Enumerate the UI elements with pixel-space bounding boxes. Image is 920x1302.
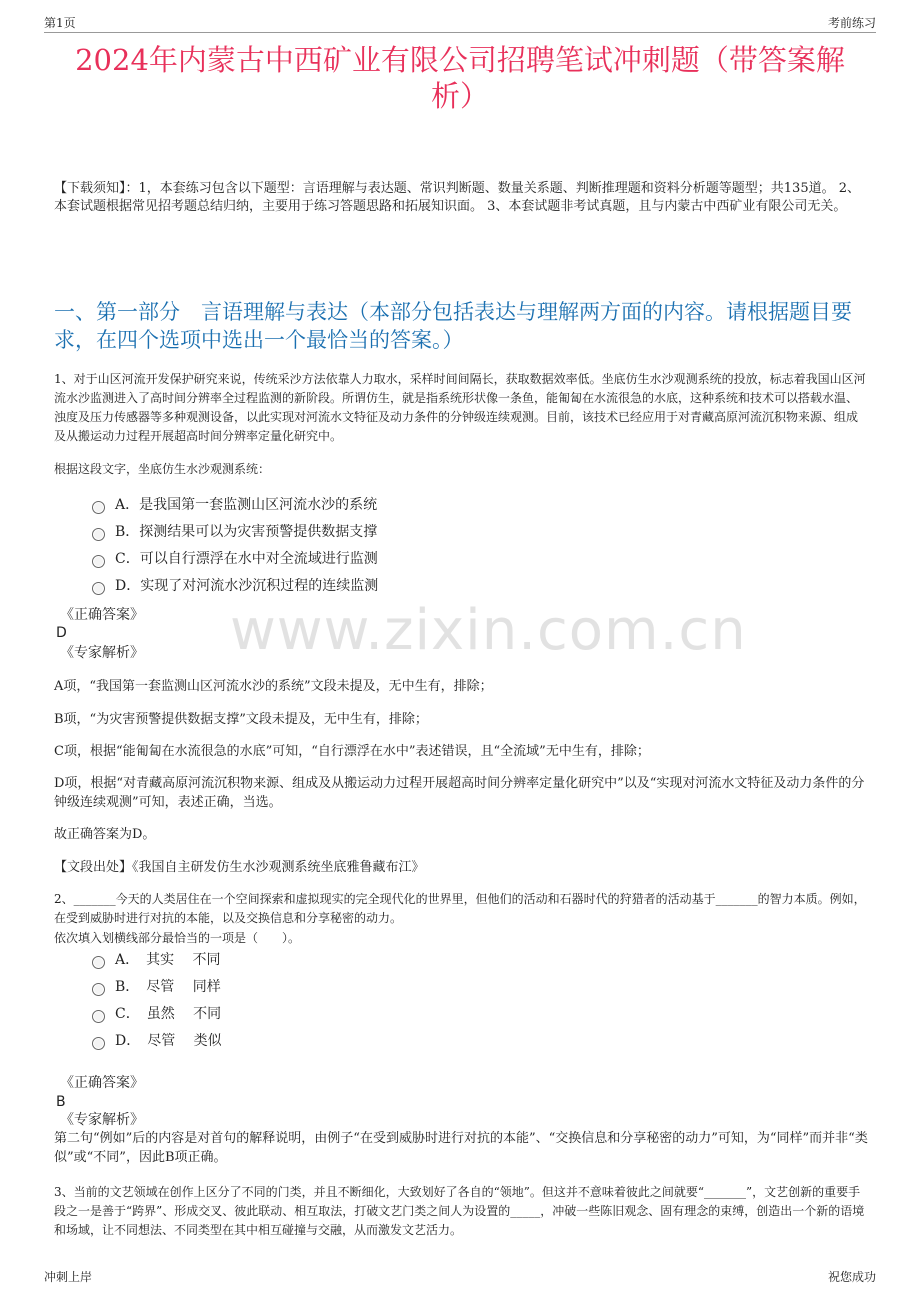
q1-analysis-label: 《专家解析》 bbox=[60, 645, 144, 661]
radio-icon[interactable] bbox=[92, 983, 105, 996]
page-number: 第1页 bbox=[44, 16, 76, 30]
q2-answer-label: 《正确答案》 bbox=[60, 1075, 144, 1091]
q2-option-c[interactable]: C． 虽然 不同 bbox=[92, 1004, 221, 1024]
question-1-text: 1、对于山区河流开发保护研究来说，传统采沙方法依靠人力取水，采样时间间隔长，获取数据效率低。坐底仿生水沙观测系统的投放，标志着我国山区河流水沙监测进入了高时间分辨率全过程监测的新阶段。所谓仿生，就是指系统形状像一条鱼，能匍匐在水流很急的水底，这种系统和技术可以搭载水温、浊度及压力传感器等多种观测设备，以此实现对河流水文特征及动力条件的分钟级连续观测。目前，该技术已经应用于对青藏高原河流沉积物来源、组成及从搬运动力过程开展超高时间分辨率定量化研究中。 bbox=[54, 372, 866, 443]
q1-option-d[interactable]: D．实现了对河流水沙沉积过程的连续监测 bbox=[92, 576, 378, 596]
q1-answer: D bbox=[56, 625, 67, 641]
q1-option-a[interactable]: A．是我国第一套监测山区河流水沙的系统 bbox=[92, 495, 377, 515]
q1-option-b[interactable]: B．探测结果可以为灾害预警提供数据支撑 bbox=[92, 522, 377, 542]
radio-icon[interactable] bbox=[92, 501, 105, 514]
header-label: 考前练习 bbox=[827, 16, 876, 30]
q2-analysis-label: 《专家解析》 bbox=[60, 1112, 144, 1128]
page-header bbox=[44, 12, 876, 33]
radio-icon[interactable] bbox=[92, 555, 105, 568]
section-heading: 一、第一部分 言语理解与表达（本部分包括表达与理解两方面的内容。请根据题目要求，在四个选项中选出一个最恰当的答案。） bbox=[54, 300, 852, 352]
q2-option-d[interactable]: D． 尽管 类似 bbox=[92, 1031, 222, 1051]
footer-left: 冲刺上岸 bbox=[44, 1270, 93, 1284]
radio-icon[interactable] bbox=[92, 582, 105, 595]
q1-answer-label: 《正确答案》 bbox=[60, 607, 144, 623]
document-title: 2024年内蒙古中西矿业有限公司招聘笔试冲刺题（带答案解析） bbox=[75, 43, 845, 113]
q1-analysis-a: A项，“我国第一套监测山区河流水沙的系统”文段未提及，无中生有，排除； bbox=[54, 679, 493, 694]
download-notice: 【下载须知】：1，本套练习包含以下题型：言语理解与表达题、常识判断题、数量关系题、判断推理题和资料分析题等题型；共135道。 2、本套试题根据常见招考题总结归纳，主要用于练习答题思路和拓展知识面。 3、本套试题非考试真题，且与内蒙古中西矿业有限公司无关。 bbox=[54, 181, 860, 214]
question-1-prompt: 根据这段文字，坐底仿生水沙观测系统： bbox=[54, 462, 271, 476]
question-2-text: 2、_______今天的人类居住在一个空间探索和虚拟现实的完全现代化的世界里，但他们的活动和石器时代的狩猎者的活动基于_______的智力本质。例如，在受到威胁时进行对抗的本能，以及交换信息和分享秘密的动力。 bbox=[54, 892, 866, 925]
q1-analysis-b: B项，“为灾害预警提供数据支撑”文段未提及，无中生有，排除； bbox=[54, 712, 428, 727]
q1-analysis-d: D项，根据“对青藏高原河流沉积物来源、组成及从搬运动力过程开展超高时间分辨率定量化研究中”以及“实现对河流水文特征及动力条件的分钟级连续观测”可知，表述正确，当选。 bbox=[54, 776, 865, 810]
q1-option-c[interactable]: C．可以自行漂浮在水中对全流域进行监测 bbox=[92, 549, 378, 569]
q1-analysis-c: C项，根据“能匍匐在水流很急的水底”可知，“自行漂浮在水中”表述错误，且“全流域”无中生有，排除； bbox=[54, 744, 650, 759]
radio-icon[interactable] bbox=[92, 1037, 105, 1050]
q2-option-b[interactable]: B． 尽管 同样 bbox=[92, 977, 221, 997]
q2-answer: B bbox=[56, 1094, 66, 1110]
q1-conclusion: 故正确答案为D。 bbox=[54, 827, 156, 842]
question-3-text: 3、当前的文艺领域在创作上区分了不同的门类，并且不断细化，大致划好了各自的“领地”。但这并不意味着彼此之间就要“_______”，文艺创新的重要手段之一是善于“跨界”、形成交叉、彼此联动、相互取法，打破文艺门类之间人为设置的_____，冲破一些陈旧观念、固有理念的束缚，创造出一个新的语境和场域，让不同想法、不同类型在其中相互碰撞与交融，从而激发文艺活力。 bbox=[54, 1185, 865, 1237]
watermark: www.zixin.com.cn bbox=[230, 598, 747, 663]
radio-icon[interactable] bbox=[92, 1010, 105, 1023]
radio-icon[interactable] bbox=[92, 956, 105, 969]
q2-option-a[interactable]: A． 其实 不同 bbox=[92, 950, 221, 970]
question-2-prompt: 依次填入划横线部分最恰当的一项是（ ）。 bbox=[54, 931, 301, 945]
radio-icon[interactable] bbox=[92, 528, 105, 541]
footer-right: 祝您成功 bbox=[827, 1270, 876, 1284]
q2-analysis: 第二句“例如”后的内容是对首句的解释说明，由例子“在受到威胁时进行对抗的本能”、“交换信息和分享秘密的动力”可知，为“同样”而并非“类似”或“不同”，因此B项正确。 bbox=[54, 1131, 868, 1165]
q1-source: 【文段出处】《我国自主研发仿生水沙观测系统坐底雅鲁藏布江》 bbox=[54, 860, 425, 875]
